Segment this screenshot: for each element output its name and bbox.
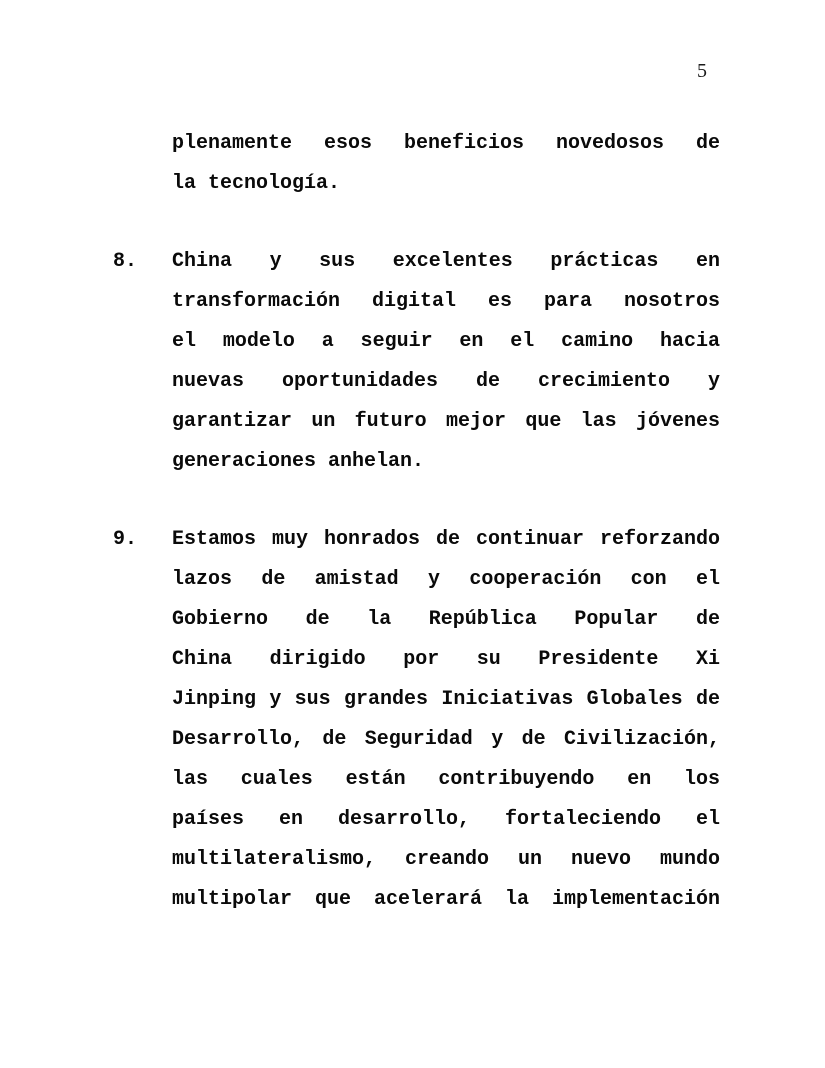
text-line: transformación digital es para nosotros <box>172 290 720 313</box>
document-body <box>113 124 720 920</box>
paragraph-text <box>172 520 720 920</box>
paragraph-text <box>172 242 720 482</box>
text-line: China y sus excelentes prácticas en <box>172 250 720 273</box>
text-line: garantizar un futuro mejor que las jóvenes <box>172 410 720 433</box>
text-line: plenamente esos beneficios novedosos de <box>172 132 720 155</box>
paragraph-number: 8. <box>113 250 138 273</box>
paragraph-9 <box>113 520 720 920</box>
text-line: Jinping y sus grandes Iniciativas Globales de <box>172 688 720 711</box>
paragraph-number: 9. <box>113 528 138 551</box>
paragraph-7-continuation <box>113 124 720 204</box>
text-line: países en desarrollo, fortaleciendo el <box>172 808 720 831</box>
paragraph-8 <box>113 242 720 482</box>
text-line: multilateralismo, creando un nuevo mundo <box>172 848 720 871</box>
text-line: lazos de amistad y cooperación con el <box>172 568 720 591</box>
text-line: multipolar que acelerará la implementación <box>172 888 720 911</box>
page-number: 5 <box>697 60 707 82</box>
text-line: el modelo a seguir en el camino hacia <box>172 330 720 353</box>
text-line: las cuales están contribuyendo en los <box>172 768 720 791</box>
paragraph-text <box>172 124 720 204</box>
text-line: Desarrollo, de Seguridad y de Civilización, <box>172 728 720 751</box>
text-line: la tecnología. <box>172 172 341 195</box>
text-line: generaciones anhelan. <box>172 450 425 473</box>
text-line: China dirigido por su Presidente Xi <box>172 648 720 671</box>
text-line: Estamos muy honrados de continuar reforzando <box>172 528 720 551</box>
text-line: nuevas oportunidades de crecimiento y <box>172 370 720 393</box>
text-line: Gobierno de la República Popular de <box>172 608 720 631</box>
